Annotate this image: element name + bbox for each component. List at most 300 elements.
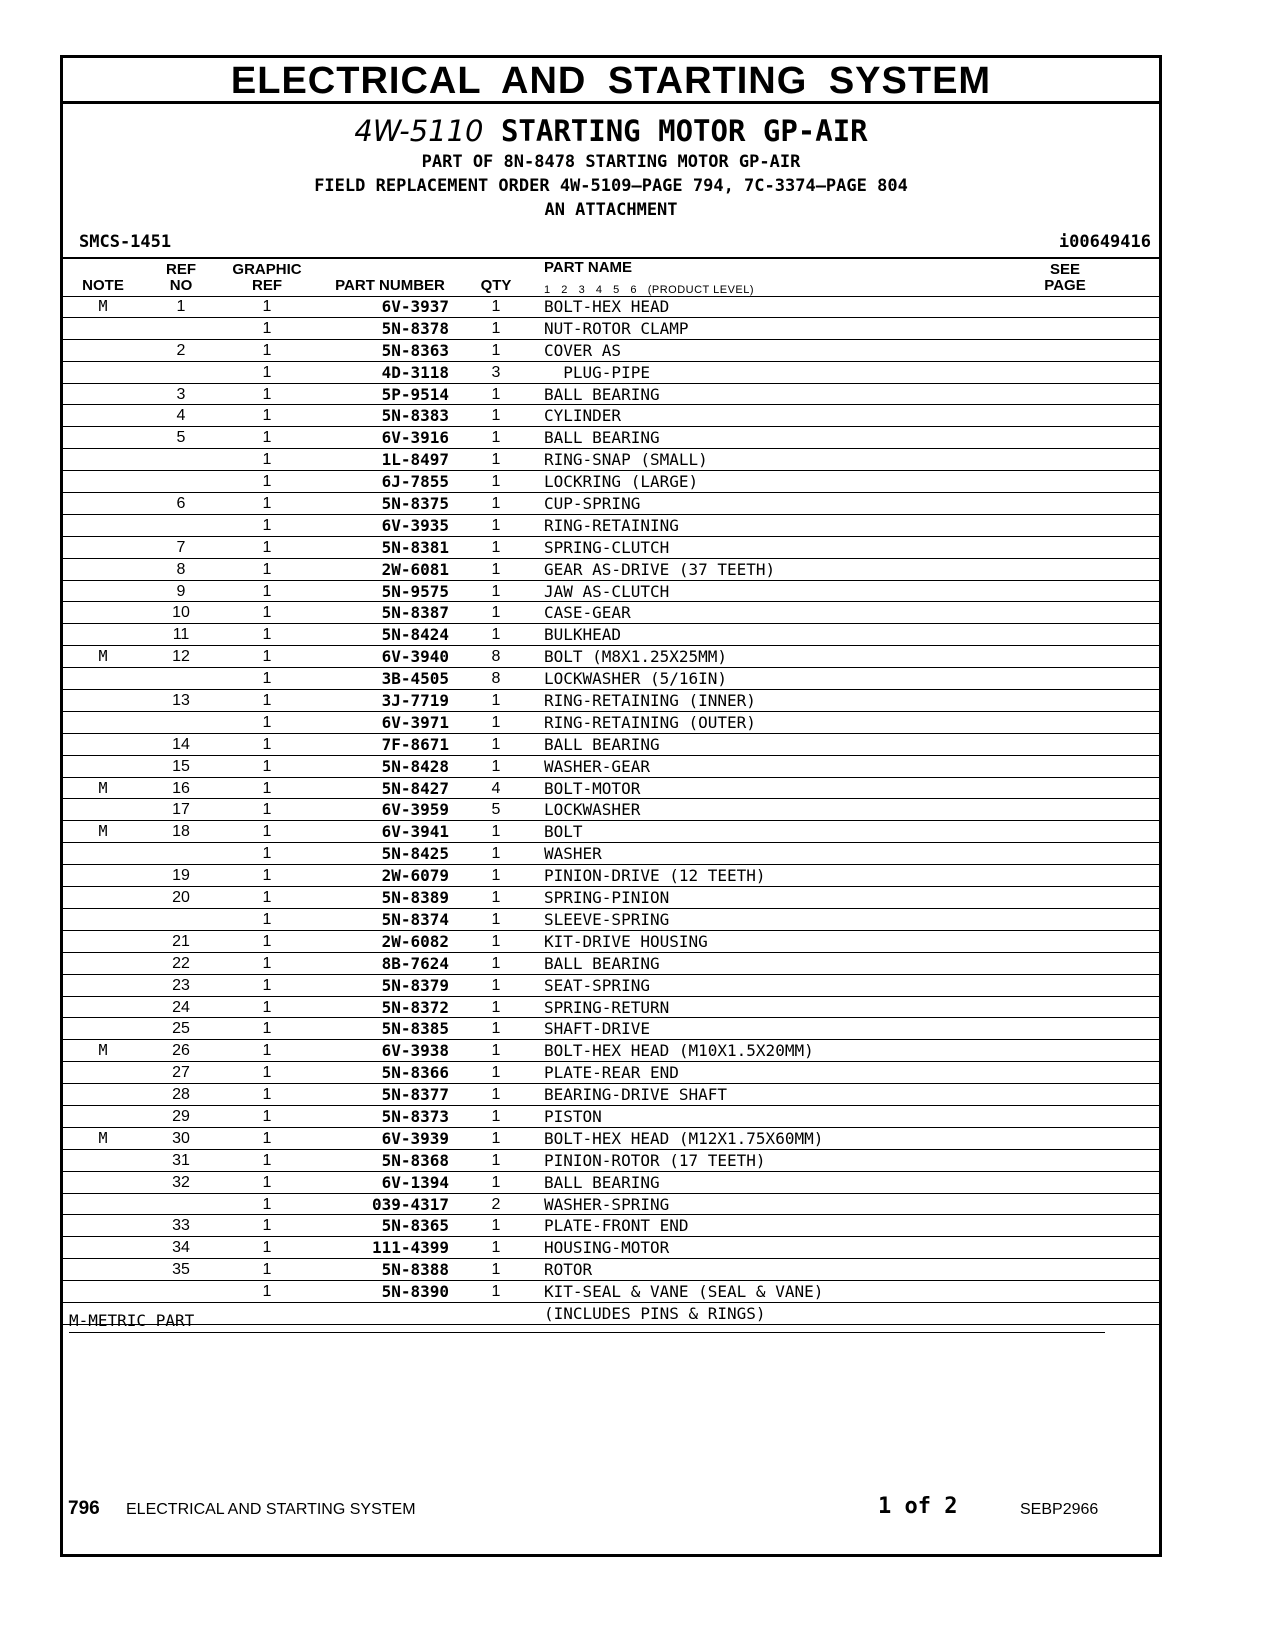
row-ref-no: 35 [172,1261,190,1279]
row-note: M [98,1041,108,1060]
row-part-name: BEARING-DRIVE SHAFT [544,1085,728,1105]
row-graphic-ref: 1 [262,1086,272,1104]
table-row [63,1281,1159,1303]
row-graphic-ref: 1 [262,1042,272,1060]
row-qty: 2 [491,1195,501,1213]
column-header-ref [157,262,205,294]
footer-page-number: 796 [68,1498,100,1519]
row-qty: 1 [491,692,501,710]
row-ref-no: 12 [172,648,190,666]
row-part-name: PLUG-PIPE [544,362,650,382]
column-header-part-name: PART NAME [544,259,633,276]
table-row [63,1128,1159,1150]
row-qty: 1 [491,538,501,556]
row-note: M [98,647,108,666]
row-graphic-ref: 1 [262,801,272,819]
row-part-number: 6V-1394 [381,1172,449,1192]
row-part-number: 5N-8372 [381,997,449,1017]
column-header-ref-bottom: NO [169,277,193,294]
row-note: M [98,1128,108,1147]
row-qty: 1 [491,495,501,513]
row-qty: 1 [491,319,501,337]
row-ref-no: 29 [172,1107,190,1125]
row-qty: 1 [491,1129,501,1147]
row-part-name: (INCLUDES PINS & RINGS) [544,1303,766,1323]
row-note: M [98,297,108,315]
row-part-name: SPRING-PINION [544,888,670,908]
field-replacement-line: FIELD REPLACEMENT ORDER 4W-5109—PAGE 794, 7C-3374—PAGE 804 [314,176,908,196]
footer-document-code: SEBP2966 [1020,1501,1099,1518]
row-graphic-ref: 1 [262,451,272,469]
row-graphic-ref: 1 [262,845,272,863]
row-qty: 1 [491,626,501,644]
row-ref-no: 15 [172,757,190,775]
row-graphic-ref: 1 [262,1151,272,1169]
table-row [63,296,1159,318]
row-qty: 1 [491,845,501,863]
row-part-number: 5N-8377 [381,1085,449,1105]
column-header-part-number: PART NUMBER [335,277,445,294]
row-part-name: PISTON [544,1106,602,1126]
row-part-name: CYLINDER [544,406,622,426]
part-title-number: 4W-5110 [354,114,484,148]
row-qty: 1 [491,560,501,578]
row-ref-no: 6 [176,495,186,513]
row-graphic-ref: 1 [262,495,272,513]
row-ref-no: 10 [172,604,190,622]
table-row [63,1106,1159,1128]
row-part-number: 5N-8383 [381,406,449,426]
row-graphic-ref: 1 [262,1173,272,1191]
row-part-number: 5P-9514 [381,384,449,404]
row-qty: 3 [491,363,501,381]
row-ref-no: 32 [172,1173,190,1191]
row-qty: 1 [491,385,501,403]
row-graphic-ref: 1 [262,582,272,600]
column-header-qty: QTY [480,277,512,294]
row-qty: 1 [491,757,501,775]
row-graphic-ref: 1 [262,604,272,622]
table-row [63,778,1159,800]
table-row [63,1172,1159,1194]
row-part-number: 5N-8427 [381,778,449,798]
row-graphic-ref: 1 [262,932,272,950]
row-part-number: 5N-8424 [381,625,449,645]
row-ref-no: 9 [176,582,186,600]
row-part-number: 5N-8390 [381,1282,449,1302]
row-qty: 1 [491,298,501,315]
row-graphic-ref: 1 [262,298,272,315]
table-row [63,975,1159,997]
row-qty: 1 [491,1020,501,1038]
row-qty: 1 [491,604,501,622]
table-row [63,887,1159,909]
row-graphic-ref: 1 [262,407,272,425]
row-qty: 1 [491,932,501,950]
row-part-name: WASHER-GEAR [544,756,650,776]
row-qty: 1 [491,910,501,928]
table-row [63,537,1159,559]
row-part-number: 5N-8378 [381,318,449,338]
row-graphic-ref: 1 [262,538,272,556]
part-title [63,113,1159,149]
table-row [63,646,1159,668]
row-graphic-ref: 1 [262,626,272,644]
row-part-name: SLEEVE-SPRING [544,909,670,929]
row-graphic-ref: 1 [262,473,272,491]
row-part-name: GEAR AS-DRIVE (37 TEETH) [544,559,776,579]
row-part-number: 6V-3939 [381,1128,449,1148]
row-graphic-ref: 1 [262,1195,272,1213]
row-graphic-ref: 1 [262,1261,272,1279]
table-row [63,712,1159,734]
row-part-name: RING-RETAINING (INNER) [544,691,756,711]
row-qty: 1 [491,1239,501,1257]
table-row [63,1150,1159,1172]
row-ref-no: 11 [172,626,190,644]
row-ref-no: 34 [172,1239,190,1257]
row-part-number: 5N-8389 [381,888,449,908]
row-qty: 1 [491,473,501,491]
column-header-graphic-bottom: REF [252,277,282,294]
section-title: ELECTRICAL AND STARTING SYSTEM [63,58,1159,104]
row-part-number: 5N-9575 [381,581,449,601]
row-part-number: 5N-8387 [381,603,449,623]
row-part-name: RING-RETAINING (OUTER) [544,712,756,732]
table-row [63,821,1159,843]
row-qty: 1 [491,976,501,994]
table-row [63,384,1159,406]
row-qty: 1 [491,1173,501,1191]
row-qty: 5 [491,801,501,819]
footer-page-of: 1 of 2 [878,1494,958,1519]
column-header-ref-top: REF [166,261,196,278]
row-part-number: 6V-3937 [381,297,449,316]
row-qty: 1 [491,516,501,534]
row-part-name: BOLT-HEX HEAD (M10X1.5X20MM) [544,1041,814,1061]
row-qty: 1 [491,1261,501,1279]
row-part-number: 6J-7855 [381,472,449,492]
row-part-name: COVER AS [544,340,622,360]
row-graphic-ref: 1 [262,385,272,403]
row-note: M [98,778,108,797]
row-part-name: RING-RETAINING [544,515,679,535]
column-header-graphic [221,262,313,294]
table-row [63,865,1159,887]
row-part-name: LOCKRING (LARGE) [544,472,699,492]
table-row [63,1237,1159,1259]
row-part-number: 5N-8363 [381,340,449,360]
row-part-number: 3J-7719 [381,691,449,711]
row-part-number: 1L-8497 [381,450,449,470]
table-row [63,1194,1159,1216]
table-row [63,362,1159,384]
table-row [63,340,1159,362]
row-graphic-ref: 1 [262,735,272,753]
row-part-name: CASE-GEAR [544,603,631,623]
row-part-number: 6V-3938 [381,1041,449,1061]
row-part-number: 111-4399 [371,1238,449,1258]
row-graphic-ref: 1 [262,1020,272,1038]
row-part-number: 2W-6082 [381,931,449,951]
row-ref-no: 17 [172,801,190,819]
row-graphic-ref: 1 [262,429,272,447]
attachment-line: AN ATTACHMENT [544,200,678,220]
row-part-name: ROTOR [544,1260,593,1280]
row-graphic-ref: 1 [262,713,272,731]
row-qty: 1 [491,1042,501,1060]
row-part-name: BALL BEARING [544,734,660,754]
row-part-name: NUT-ROTOR CLAMP [544,318,689,338]
table-row [63,1040,1159,1062]
table-row [63,690,1159,712]
row-qty: 1 [491,998,501,1016]
row-part-name: SPRING-CLUTCH [544,537,670,557]
table-row [63,427,1159,449]
row-ref-no: 2 [176,341,186,359]
column-header-product-levels: 1 2 3 4 5 6 (PRODUCT LEVEL) [544,284,755,296]
row-qty: 1 [491,1217,501,1235]
row-part-number: 5N-8368 [381,1150,449,1170]
row-qty: 1 [491,1086,501,1104]
row-ref-no: 4 [176,407,186,425]
row-part-number: 5N-8373 [381,1106,449,1126]
table-row [63,799,1159,821]
row-part-name: BALL BEARING [544,953,660,973]
row-part-number: 6V-3935 [381,515,449,535]
table-row [63,559,1159,581]
row-graphic-ref: 1 [262,1217,272,1235]
row-part-number: 5N-8425 [381,844,449,864]
row-qty: 1 [491,429,501,447]
row-ref-no: 16 [172,779,190,797]
row-part-number: 5N-8374 [381,909,449,929]
row-ref-no: 28 [172,1086,190,1104]
row-qty: 1 [491,954,501,972]
table-row [63,1215,1159,1237]
column-header-note: NOTE [82,277,124,294]
row-graphic-ref: 1 [262,1129,272,1147]
table-row [63,1084,1159,1106]
row-graphic-ref: 1 [262,670,272,688]
row-qty: 1 [491,1151,501,1169]
row-graphic-ref: 1 [262,341,272,359]
row-graphic-ref: 1 [262,779,272,797]
row-part-name: PLATE-REAR END [544,1063,679,1083]
row-ref-no: 21 [172,932,190,950]
row-graphic-ref: 1 [262,560,272,578]
row-part-name: BOLT (M8X1.25X25MM) [544,647,728,667]
row-ref-no: 8 [176,560,186,578]
row-qty: 1 [491,582,501,600]
row-part-name: RING-SNAP (SMALL) [544,450,708,470]
row-part-number: 039-4317 [371,1194,449,1214]
row-part-number: 5N-8375 [381,494,449,514]
document-id: i00649416 [1058,232,1151,252]
row-qty: 1 [491,1283,501,1301]
row-part-number: 5N-8366 [381,1063,449,1083]
row-ref-no: 23 [172,976,190,994]
row-part-name: JAW AS-CLUTCH [544,581,670,601]
column-header-graphic-top: GRAPHIC [232,261,302,278]
row-ref-no: 27 [172,1064,190,1082]
row-graphic-ref: 1 [262,998,272,1016]
row-graphic-ref: 1 [262,976,272,994]
column-header-see-page [1033,262,1097,294]
row-part-name: BOLT-HEX HEAD [544,297,670,316]
part-title-name: STARTING MOTOR GP-AIR [500,114,868,148]
row-ref-no: 13 [172,692,190,710]
row-part-number: 5N-8365 [381,1216,449,1236]
row-qty: 1 [491,1064,501,1082]
row-graphic-ref: 1 [262,889,272,907]
row-part-name: WASHER-SPRING [544,1194,670,1214]
column-header-see-top: SEE [1049,261,1080,278]
table-row [63,909,1159,931]
row-graphic-ref: 1 [262,954,272,972]
row-ref-no: 22 [172,954,190,972]
table-row [63,318,1159,340]
row-part-number: 8B-7624 [381,953,449,973]
row-part-name: BOLT-MOTOR [544,778,641,798]
smcs-code: SMCS-1451 [79,232,172,252]
row-part-name: HOUSING-MOTOR [544,1238,670,1258]
footer-section: ELECTRICAL AND STARTING SYSTEM [126,1501,416,1518]
table-row [63,734,1159,756]
table-row [63,1062,1159,1084]
row-part-name: WASHER [544,844,602,864]
table-row [63,405,1159,427]
row-part-name: BALL BEARING [544,384,660,404]
table-row [63,997,1159,1019]
row-ref-no: 24 [172,998,190,1016]
parts-table [63,296,1159,1325]
row-ref-no: 33 [172,1217,190,1235]
table-row [63,843,1159,865]
table-row [63,756,1159,778]
table-row [63,931,1159,953]
row-part-number: 5N-8428 [381,756,449,776]
row-part-name: SHAFT-DRIVE [544,1019,650,1039]
row-part-name: BALL BEARING [544,428,660,448]
row-qty: 1 [491,867,501,885]
footnote: M-METRIC PART [69,1310,1105,1333]
row-part-number: 6V-3959 [381,800,449,820]
row-note: M [98,822,108,841]
row-part-number: 2W-6081 [381,559,449,579]
row-part-number: 5N-8379 [381,975,449,995]
table-row [63,493,1159,515]
row-graphic-ref: 1 [262,1107,272,1125]
row-qty: 1 [491,341,501,359]
row-part-name: LOCKWASHER [544,800,641,820]
row-qty: 8 [491,670,501,688]
row-graphic-ref: 1 [262,319,272,337]
row-graphic-ref: 1 [262,1064,272,1082]
row-ref-no: 14 [172,735,190,753]
row-graphic-ref: 1 [262,692,272,710]
row-part-name: SEAT-SPRING [544,975,650,995]
row-part-number: 3B-4505 [381,669,449,689]
document-frame [60,55,1162,1557]
row-ref-no: 1 [176,298,186,315]
column-headers [63,260,1159,297]
row-part-number: 5N-8381 [381,537,449,557]
row-part-number: 2W-6079 [381,866,449,886]
row-part-name: KIT-SEAL & VANE (SEAL & VANE) [544,1282,824,1302]
row-qty: 1 [491,407,501,425]
column-header-see-bottom: PAGE [1044,277,1086,294]
row-graphic-ref: 1 [262,1239,272,1257]
row-part-number: 6V-3916 [381,428,449,448]
row-part-name: LOCKWASHER (5/16IN) [544,669,728,689]
row-part-name: SPRING-RETURN [544,997,670,1017]
row-graphic-ref: 1 [262,823,272,841]
row-ref-no: 26 [172,1042,190,1060]
table-row [63,471,1159,493]
row-part-name: BULKHEAD [544,625,622,645]
row-part-name: PLATE-FRONT END [544,1216,689,1236]
row-qty: 8 [491,648,501,666]
row-part-number: 5N-8385 [381,1019,449,1039]
row-qty: 4 [491,779,501,797]
table-row [63,581,1159,603]
row-graphic-ref: 1 [262,867,272,885]
row-qty: 1 [491,1107,501,1125]
row-ref-no: 31 [172,1151,190,1169]
row-part-name: BOLT-HEX HEAD (M12X1.75X60MM) [544,1128,824,1148]
row-part-number: 6V-3940 [381,647,449,667]
row-part-number: 7F-8671 [381,734,449,754]
row-part-name: PINION-ROTOR (17 TEETH) [544,1150,766,1170]
row-ref-no: 25 [172,1020,190,1038]
row-part-name: CUP-SPRING [544,494,641,514]
row-ref-no: 5 [176,429,186,447]
row-part-name: BOLT [544,822,583,842]
row-part-name: PINION-DRIVE (12 TEETH) [544,866,766,886]
row-graphic-ref: 1 [262,648,272,666]
row-part-name: BALL BEARING [544,1172,660,1192]
row-part-number: 6V-3941 [381,822,449,842]
row-qty: 1 [491,713,501,731]
row-qty: 1 [491,451,501,469]
row-ref-no: 3 [176,385,186,403]
row-ref-no: 19 [172,867,190,885]
table-row [63,953,1159,975]
row-graphic-ref: 1 [262,1283,272,1301]
table-row [63,515,1159,537]
row-part-number: 5N-8388 [381,1260,449,1280]
row-ref-no: 18 [172,823,190,841]
row-graphic-ref: 1 [262,910,272,928]
row-ref-no: 30 [172,1129,190,1147]
table-row [63,1018,1159,1040]
row-qty: 1 [491,823,501,841]
row-graphic-ref: 1 [262,757,272,775]
row-graphic-ref: 1 [262,363,272,381]
row-qty: 1 [491,735,501,753]
row-part-number: 4D-3118 [381,362,449,382]
row-graphic-ref: 1 [262,516,272,534]
row-part-number: 6V-3971 [381,712,449,732]
table-row [63,602,1159,624]
table-row [63,624,1159,646]
table-row [63,1259,1159,1281]
row-ref-no: 20 [172,889,190,907]
row-ref-no: 7 [176,538,186,556]
part-of-line: PART OF 8N-8478 STARTING MOTOR GP-AIR [421,152,801,172]
table-row [63,449,1159,471]
